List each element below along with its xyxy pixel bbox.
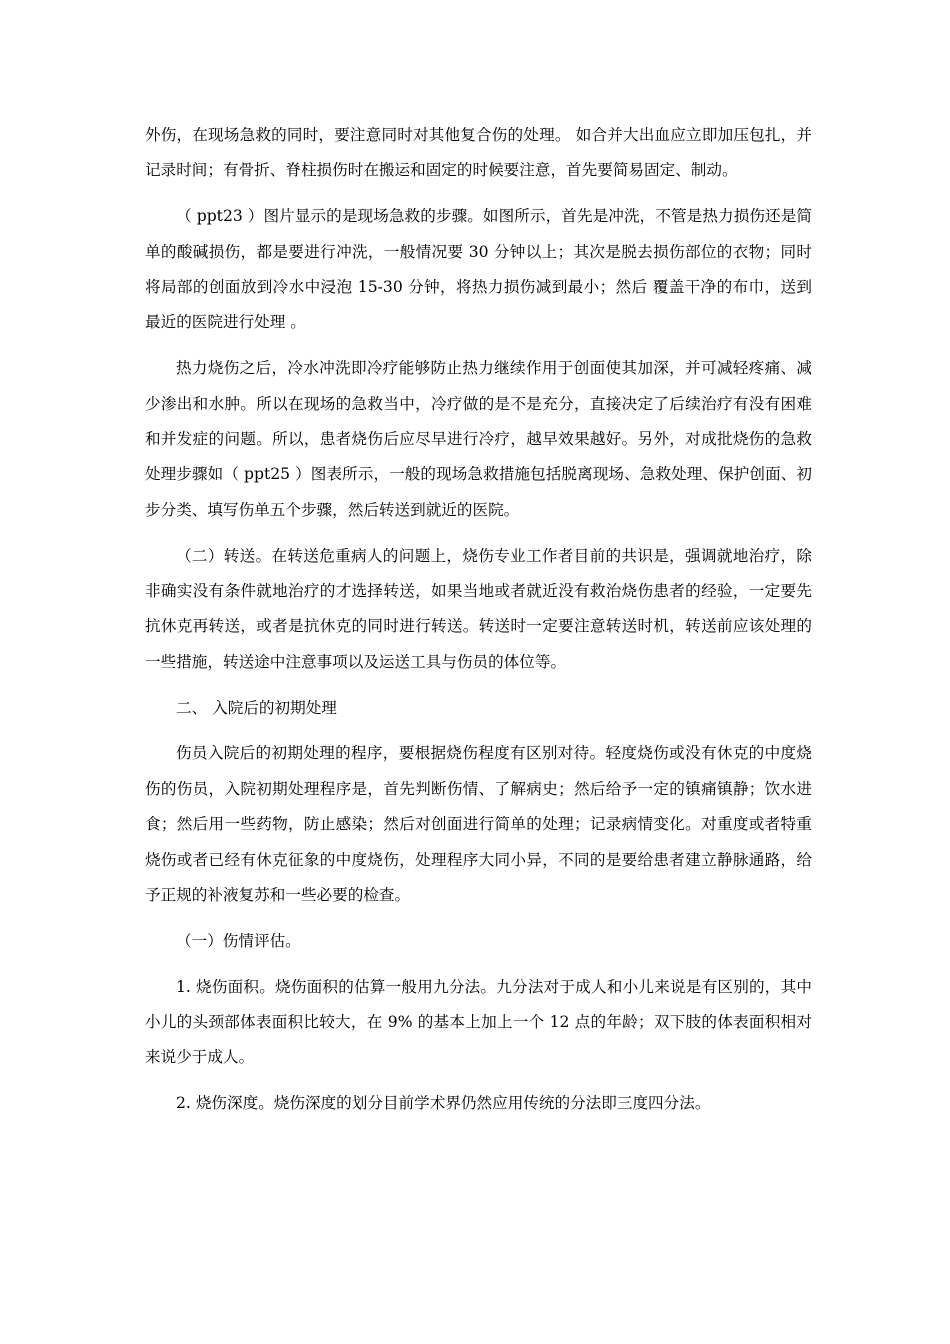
- document-page: [145, 118, 812, 1132]
- paragraph-continuation-first-aid: 外伤，在现场急救的同时，要注意同时对其他复合伤的处理。 如合并大出血应立即加压包扎，并记录时间；有骨折、脊柱损伤时在搬运和固定的时候要注意，首先要简易固定、制动。: [145, 126, 812, 180]
- section-heading-initial-treatment: 二、 入院后的初期处理: [176, 698, 337, 717]
- subsection-heading-injury-assessment: （一）伤情评估。: [176, 931, 301, 950]
- paragraph-burn-area: 1. 烧伤面积。烧伤面积的估算一般用九分法。九分法对于成人和小儿来说是有区别的，其中小儿的头颈部体表面积比较大，在 9% 的基本上加上一个 12 点的年龄；双下肢的体表面积相对来说少于成人。: [145, 977, 812, 1067]
- paragraph-cold-therapy: 热力烧伤之后，冷水冲洗即冷疗能够防止热力继续作用于创面使其加深，并可减轻疼痛、减少渗出和水肿。所以在现场的急救当中，冷疗做的是不是充分，直接决定了后续治疗有没有困难和并发症的问题。所以，患者烧伤后应尽早进行冷疗，越早效果越好。另外，对成批烧伤的急救处理步骤如（ ppt25 ）图表所示，一般的现场急救措施包括脱离现场、急救处理、保护创面、初步分类、填写伤单五个步骤，然后转送到就近的医院。: [145, 359, 812, 519]
- paragraph-transfer: （二）转送。在转送危重病人的问题上，烧伤专业工作者目前的共识是，强调就地治疗，除非确实没有条件就地治疗的才选择转送，如果当地或者就近没有救治烧伤患者的经验，一定要先抗休克再转送，或者是抗休克的同时进行转送。转送时一定要注意转送时机，转送前应该处理的一些措施，转送途中注意事项以及运送工具与伤员的体位等。: [145, 546, 812, 671]
- paragraph-burn-depth: 2. 烧伤深度。烧伤深度的划分目前学术界仍然应用传统的分法即三度四分法。: [176, 1094, 711, 1113]
- paragraph-onsite-steps: （ ppt23 ）图片显示的是现场急救的步骤。如图所示，首先是冲洗，不管是热力损伤还是简单的酸碱损伤，都是要进行冲洗，一般情况要 30 分钟以上；其次是脱去损伤部位的衣物；同时将局部的创面放到冷水中浸泡 15-30 分钟，将热力损伤减到最小；然后 覆盖干净的布巾，送到最近的医院进行处理 。: [145, 207, 812, 332]
- paragraph-admission-procedure: 伤员入院后的初期处理的程序，要根据烧伤程度有区别对待。轻度烧伤或没有休克的中度烧伤的伤员，入院初期处理程序是，首先判断伤情、了解病史；然后给予一定的镇痛镇静；饮水进食；然后用一些药物，防止感染；然后对创面进行简单的处理；记录病情变化。对重度或者特重烧伤或者已经有休克征象的中度烧伤，处理程序大同小异，不同的是要给患者建立静脉通路，给予正规的补液复苏和一些必要的检查。: [145, 744, 812, 905]
